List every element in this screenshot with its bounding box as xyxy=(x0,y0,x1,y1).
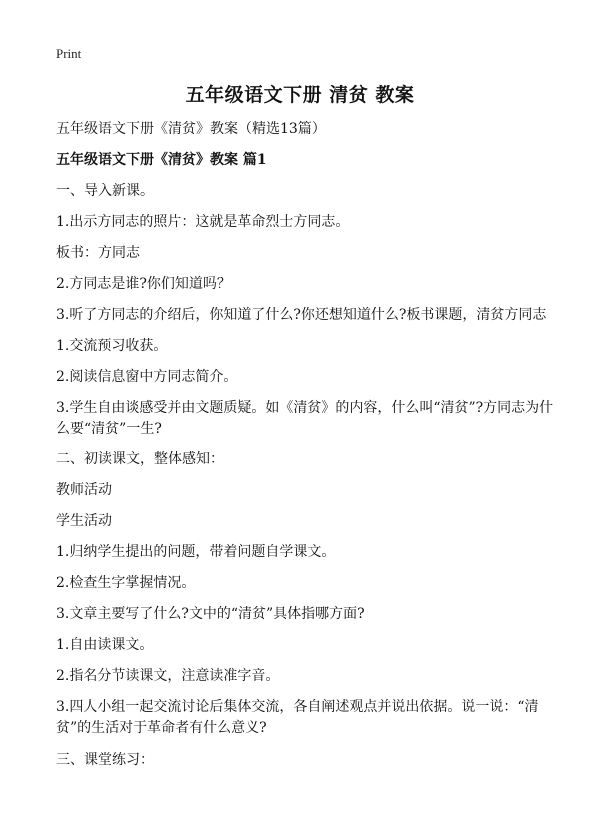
paragraph-line: 一、导入新课。 xyxy=(56,183,154,199)
paragraph-line: 2.阅读信息窗中方同志简介。 xyxy=(56,369,238,385)
paragraph-line: 2.方同志是谁?你们知道吗？ xyxy=(56,276,231,292)
paragraph-line: 2.检查生字掌握情况。 xyxy=(56,575,196,591)
page-title: 五年级语文下册 清贫 教案 xyxy=(185,84,415,106)
paragraph-line: 三、课堂练习： xyxy=(56,752,154,768)
paragraph-line: 二、初读课文，整体感知： xyxy=(56,451,224,467)
paragraph-line: 1.出示方同志的照片：这就是革命烈士方同志。 xyxy=(56,214,350,230)
print-link[interactable]: Print xyxy=(56,46,82,61)
paragraph-line: 1.交流预习收获。 xyxy=(56,338,168,354)
subtitle-line: 五年级语文下册《清贫》教案（精选13篇） xyxy=(56,121,326,137)
paragraph-line: 3.文章主要写了什么?文中的“清贫”具体指哪方面? xyxy=(56,606,365,622)
paragraph-line: 学生活动 xyxy=(56,513,112,529)
paragraph-line: 1.归纳学生提出的问题，带着问题自学课文。 xyxy=(56,544,336,560)
paragraph-line: 3.四人小组一起交流讨论后集体交流，各自阐述观点并说出依据。说一说：“清贫”的生活对于革命者有什么意义? xyxy=(56,699,539,736)
paragraph-line: 板书：方同志 xyxy=(56,245,140,261)
section-heading: 五年级语文下册《清贫》教案 篇1 xyxy=(56,152,267,168)
paragraph-line: 教师活动 xyxy=(56,482,112,498)
paragraph-line: 1.自由读课文。 xyxy=(56,637,154,653)
paragraph-line: 3.学生自由谈感受并由文题质疑。如《清贫》的内容，什么叫“清贫”?方同志为什么要“清贫”一生? xyxy=(56,400,554,437)
paragraph-line: 2.指名分节读课文，注意读准字音。 xyxy=(56,668,280,684)
paragraph-line: 3.听了方同志的介绍后，你知道了什么?你还想知道什么?板书课题，清贫方同志 xyxy=(56,307,547,323)
